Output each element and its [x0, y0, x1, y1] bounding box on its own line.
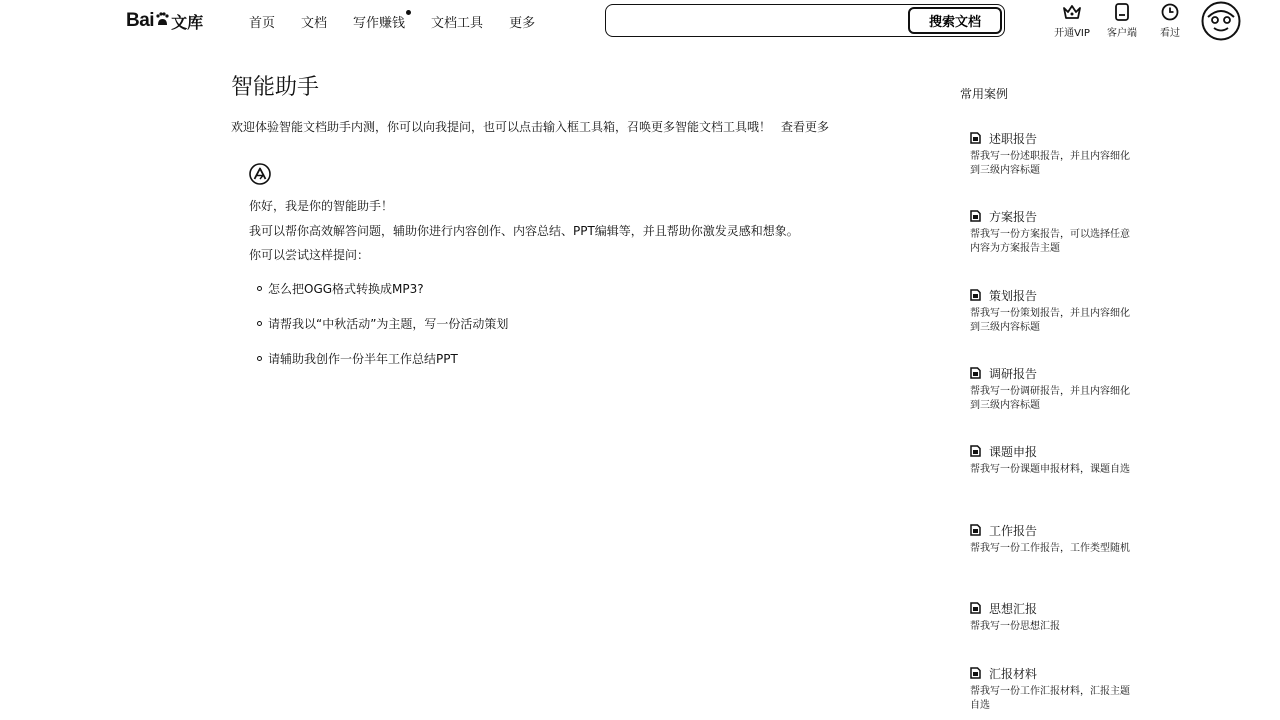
common-cases-title: 常用案例	[960, 87, 1009, 101]
case-title: 方案报告	[989, 209, 1038, 224]
history-entry[interactable]	[1145, 3, 1195, 39]
baidu-wenku-logo[interactable]	[126, 8, 203, 34]
case-title: 策划报告	[989, 288, 1038, 303]
intro-body: 欢迎体验智能文档助手内测，你可以向我提问，也可以点击输入框工具箱，召唤更多智能文档工具哦！	[231, 120, 772, 134]
nav-item-home[interactable]	[249, 12, 275, 31]
vip-entry[interactable]	[1047, 3, 1097, 39]
document-icon	[970, 667, 981, 679]
document-icon	[970, 132, 981, 144]
case-desc: 帮我写一份策划报告，并且内容细化到三级内容标题	[970, 308, 1130, 333]
case-title: 工作报告	[989, 523, 1038, 538]
nav-item-write-earn[interactable]	[353, 12, 405, 31]
document-icon	[970, 289, 981, 301]
case-card[interactable]	[970, 287, 1135, 335]
case-card[interactable]	[970, 365, 1135, 413]
suggestion-item[interactable]	[257, 350, 458, 367]
case-title: 调研报告	[989, 366, 1038, 381]
history-icon	[1161, 3, 1179, 21]
history-label: 看过	[1160, 28, 1180, 39]
case-desc: 帮我写一份方案报告，可以选择任意内容为方案报告主题	[970, 229, 1130, 254]
new-dot-badge	[406, 10, 411, 15]
client-label: 客户端	[1107, 28, 1137, 39]
case-desc: 帮我写一份工作报告，工作类型随机	[970, 543, 1130, 554]
case-desc: 帮我写一份调研报告，并且内容细化到三级内容标题	[970, 386, 1130, 411]
paw-icon	[155, 12, 169, 26]
nav-label: 写作赚钱	[353, 16, 406, 31]
greeting-line: 我可以帮你高效解答问题，辅助你进行内容创作、内容总结、PPT编辑等，并且帮助你激发灵感和想象。	[249, 224, 799, 238]
suggestion-item[interactable]	[257, 280, 424, 297]
vip-icon	[1062, 3, 1082, 21]
search-button[interactable]: 搜索文档	[908, 7, 1002, 34]
greeting-line: 你可以尝试这样提问：	[249, 248, 370, 262]
search-input[interactable]	[614, 11, 908, 33]
document-icon	[970, 524, 981, 536]
document-icon	[970, 367, 981, 379]
document-icon	[970, 445, 981, 457]
nav-label: 更多	[509, 16, 536, 31]
nav-label: 文档	[301, 16, 328, 31]
nav-item-more[interactable]	[509, 12, 535, 31]
vip-label: 开通VIP	[1054, 28, 1090, 39]
bullet-icon	[257, 286, 262, 291]
intro-text	[231, 118, 829, 135]
case-card[interactable]	[970, 443, 1135, 477]
logo-latin-text: Bai	[126, 10, 155, 31]
page-title: 智能助手	[231, 75, 320, 100]
case-title: 课题申报	[989, 444, 1038, 459]
document-icon	[970, 210, 981, 222]
nav-item-docs[interactable]	[301, 12, 327, 31]
suggestion-text: 请辅助我创作一份半年工作总结PPT	[268, 352, 458, 366]
client-entry[interactable]	[1097, 3, 1147, 39]
nav-label: 文档工具	[431, 16, 484, 31]
logo-cn-text: 文库	[171, 12, 204, 32]
case-title: 思想汇报	[989, 601, 1038, 616]
user-avatar-icon[interactable]	[1201, 1, 1241, 41]
greeting-line: 你好，我是你的智能助手！	[249, 199, 394, 213]
document-icon	[970, 602, 981, 614]
case-card[interactable]	[970, 208, 1135, 256]
bullet-icon	[257, 356, 262, 361]
search-bar	[605, 4, 1005, 37]
case-card[interactable]	[970, 665, 1135, 713]
case-desc: 帮我写一份思想汇报	[970, 621, 1060, 632]
suggestion-text: 请帮我以“中秋活动”为主题，写一份活动策划	[268, 317, 509, 331]
case-desc: 帮我写一份述职报告，并且内容细化到三级内容标题	[970, 151, 1130, 176]
view-more-link[interactable]: 查看更多	[781, 120, 830, 134]
case-title: 汇报材料	[989, 666, 1038, 681]
case-card[interactable]	[970, 600, 1135, 634]
main-nav	[249, 12, 561, 31]
top-header	[0, 0, 1280, 44]
nav-label: 首页	[249, 16, 276, 31]
case-desc: 帮我写一份课题申报材料，课题自选	[970, 464, 1130, 475]
nav-item-doc-tools[interactable]	[431, 12, 483, 31]
case-title: 述职报告	[989, 131, 1038, 146]
suggestion-text: 怎么把OGG格式转换成MP3?	[268, 282, 424, 296]
assistant-avatar-icon	[249, 163, 271, 185]
suggestion-item[interactable]	[257, 315, 508, 332]
case-card[interactable]	[970, 130, 1135, 178]
bullet-icon	[257, 321, 262, 326]
case-desc: 帮我写一份工作汇报材料，汇报主题自选	[970, 686, 1130, 711]
case-card[interactable]	[970, 522, 1135, 556]
client-icon	[1114, 3, 1130, 21]
